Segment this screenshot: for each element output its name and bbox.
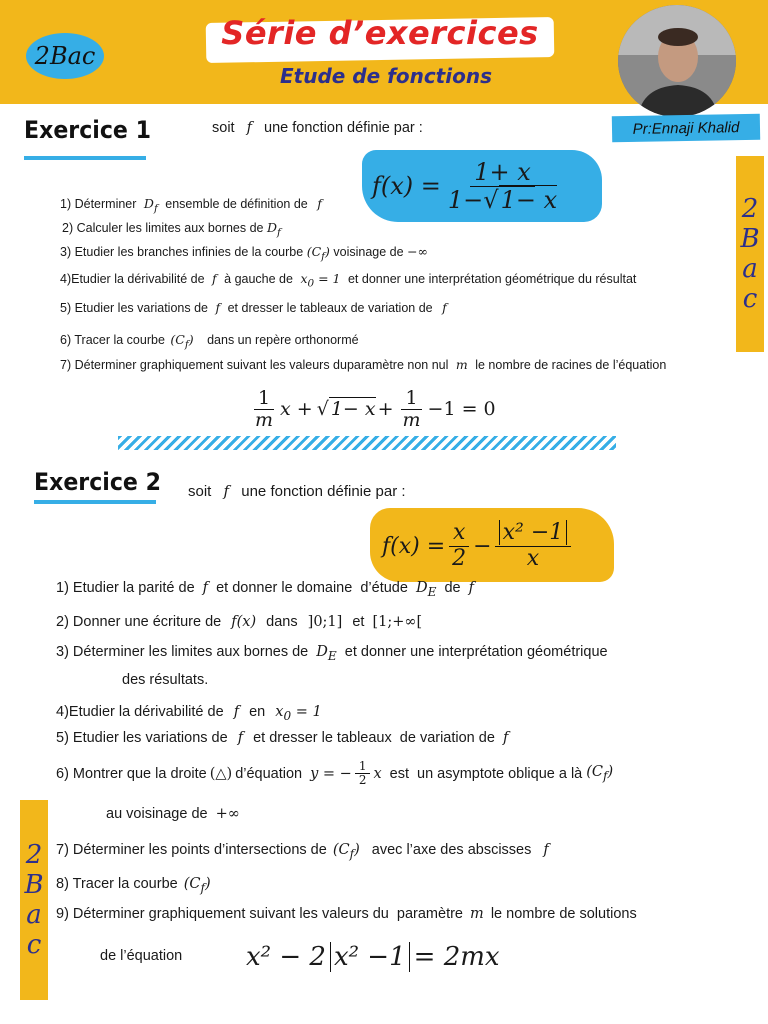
exercise-2-title: Exercice 2 [34,468,161,496]
ex1-item-3: 3) Etudier les branches infinies de la courbe $(C_f)$ voisinage de −∞ [60,244,428,263]
side-letter: B [24,870,44,900]
side-banner-right [736,156,764,352]
side-letter: B [740,224,760,254]
ex1-item-2: 2) Calculer les limites aux bornes de $D_f$ [62,220,281,239]
page-title: Série d’exercices [221,14,539,52]
ex2-item-3-continued: des résultats. [122,672,209,688]
ex1-equation: $\frac{1}{m}$ x + √ 1− x + $\frac{1}{m}$ −1 = 0 [255,387,496,431]
ex1-item-5: 5) Etudier les variations de f et dresser le tableaux de variation de f [60,300,447,315]
ex2-item-7: 7) Déterminer les points d’intersections de $(C_f)$ avec l’axe des abscisses f [56,842,549,861]
formula-2: f(x) = $\frac{x}{2}$ − $\frac{\text{x² −1}}{x}$ [382,508,574,584]
ex2-item-6-continued: au voisinage de +∞ [106,806,240,822]
side-letter: a [742,254,758,284]
ex2-item-8: 8) Tracer la courbe $(C_f)$ [56,876,211,895]
ex1-item-1: 1) Déterminer $D_f$ ensemble de définition de f [60,196,322,215]
ex2-item-3: 3) Déterminer les limites aux bornes de $D_E$ et donner une interprétation géométrique [56,644,608,663]
exercise-2-intro: soit f une fonction définie par : [188,482,406,500]
ex2-item-5: 5) Etudier les variations de f et dresser le tableaux de variation de f [56,730,509,746]
formula-1: f(x) = $\frac{1+ x}{1-√1- x}$ [372,158,558,214]
side-letter: a [26,900,42,930]
ex2-item-2: 2) Donner une écriture de f(x) dans ]0;1] et [1;+∞[ [56,614,423,630]
section-divider [118,436,616,450]
side-letter: c [742,284,758,314]
level-badge: 2Bac [26,33,104,79]
page-subtitle: Etude de fonctions [280,64,492,88]
ex1-item-4: 4)Etudier la dérivabilité de f à gauche de $x_0 = 1$ et donner une interprétation géométrique du résultat [60,271,637,290]
side-letter: 2 [25,840,43,870]
ex2-item-6: 6) Montrer que la droite (△) d’équation y = − $\frac{1}{2}$ x est un asymptote oblique a là $(C_f)$ [56,759,614,788]
author-tag: Pr:Ennaji Khalid [612,114,760,143]
side-banner-left [20,800,48,1000]
side-letter: c [26,930,42,960]
ex2-item-4: 4)Etudier la dérivabilité de f en $x_0 = 1$ [56,704,322,723]
ex1-item-6: 6) Tracer la courbe $(C_f)$ dans un repère orthonormé [60,332,359,351]
exercise-2-underline [34,500,156,504]
exercise-1-underline [24,156,146,160]
author-photo [618,5,736,117]
ex1-item-7: 7) Déterminer graphiquement suivant les valeurs duparamètre non nul m le nombre de racines de l’équation [60,357,667,372]
ex2-item-9: 9) Déterminer graphiquement suivant les valeurs du paramètre m le nombre de solutions [56,906,637,922]
side-letter: 2 [741,194,759,224]
ex2-equation: x² − 2 x² −1 = 2mx [246,942,500,972]
ex2-item-1: 1) Etudier la parité de f et donner le domaine d’étude $D_E$ de f [56,580,475,599]
exercise-1-intro: soit f une fonction définie par : [212,120,423,136]
ex2-item-9-continued: de l’équation [100,948,183,964]
exercise-1-title: Exercice 1 [24,116,151,144]
